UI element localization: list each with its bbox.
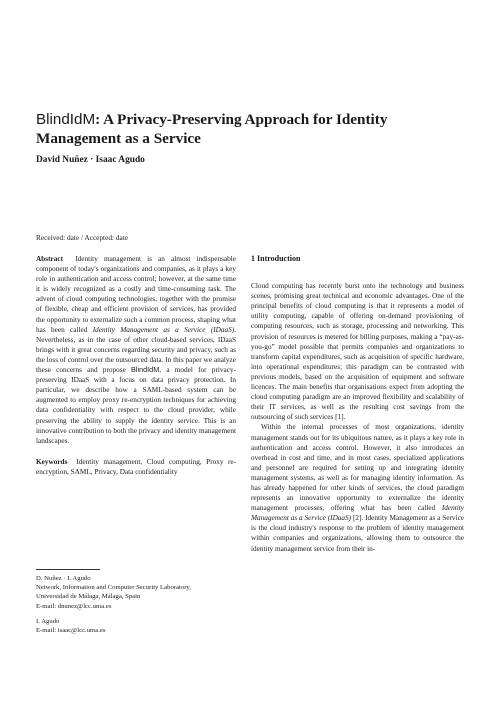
intro-p2-term: Identity Management as a Service (IDaaS) [251, 504, 464, 523]
affiliation-university: Universidad de Málaga, Málaga, Spain [36, 593, 141, 601]
paper-title [36, 110, 466, 148]
affiliation-lab: Network, Information and Computer Security Laboratory, [36, 584, 192, 592]
abstract-system-name: BlindIdM [131, 365, 160, 375]
left-column [36, 254, 236, 477]
intro-p2-text-b: [2]. Identity Management as a Service is the cloud industry's response to the problem of identity management within companies and organizations, allowing them to outsource the identity management service from their in- [251, 514, 464, 553]
abstract [36, 254, 236, 446]
received-line: Received: date / Accepted: date [36, 233, 128, 242]
affiliations [36, 574, 236, 635]
right-column [251, 254, 464, 554]
keywords-label: Keywords [36, 457, 68, 466]
affiliation-names: D. Nuñez · I. Agudo [36, 575, 91, 582]
intro-p2-text-a: Within the internal processes of most organizations, identity management stands out for its ubiquitous nature, as it plays a key role in authentication and access control. However, it also introduces an overhead in cost and time, and in most cases, specialized applications and personnel are required for setting up and integrating identity management systems, as well as for managing identity information. As has already happened for other kinds of services, the cloud paradigm represents an innovative opportunity to externalize the identity management processes, offering what has been called [251, 423, 464, 513]
section-heading: 1 Introduction [251, 254, 301, 263]
title-text: : A Privacy-Preserving Approach for Identity Management as a Service [36, 111, 388, 147]
abstract-term: Identity Management as a Service (IDaaS) [92, 325, 235, 334]
affiliation-email-2: E-mail: isaac@lcc.uma.es [36, 627, 106, 635]
intro-paragraph-1: Cloud computing has recently burst onto the technology and business scenes, promising great technical and economic advantages. One of the principal benefits of cloud computing is that it represents a model of utility computing, capable of offering on-demand provisioning of computing resources, such as storage, processing and networking. This provision of resources is metered for billing purposes, making a “pay-as-you-go” model possible that permits companies and organizations to transform capital expenditures, such as acquisition of specific hardware, into operational expenditures; this paradigm can be contrasted with previous models, based on the acquisition of equipment and software licences. The main benefits that organisations expect from adopting the cloud computing paradigm are an improved flexibility and scalability of their IT services, as well as the resulting cost savings from the outsourcing of such services [1]. [251, 282, 464, 422]
author-line: David Nuñez · Isaac Agudo [36, 155, 145, 165]
abstract-text-2: . Nevertheless, as in the case of other cloud-based services, IDaaS brings with it great concerns regarding security and privacy, such as the loss of control over the outsourced data. In this paper we analyze these concerns and propose [36, 325, 236, 375]
abstract-label: Abstract [36, 255, 63, 263]
affiliation-email-1: E-mail: dnunez@lcc.uma.es [36, 602, 112, 610]
affiliation-name-2: I. Agudo [36, 617, 60, 625]
title-system-name: BlindIdM [36, 111, 96, 128]
abstract-text-1: Identity management is an almost indispensable component of today's organizations and companies, as it plays a key role in authentication and access control; however, at the same time it is widely recognized as a costly and time-consuming task. The advent of cloud computing technologies, together with the promise of flexible, cheap and efficient provision of services, has provided the opportunity to externalize such a common process, shaping what has been called [36, 255, 236, 334]
footnote-divider [36, 569, 100, 570]
abstract-text-3: , a model for privacy-preserving IDaaS with a focus on data privacy protection. In particular, we describe how a SAML-based system can be augmented to employ proxy re-encryption techniques for achieving data confidentiality with respect to the cloud provider, while preserving the ability to supply the identity service. This is an innovative contribution to both the privacy and identity management landscapes. [36, 366, 236, 445]
keywords-text: Identity management, Cloud computing, Proxy re-encryption, SAML, Privacy, Data confidentiality [36, 457, 236, 476]
intro-paragraph-2 [251, 422, 464, 553]
keywords [36, 457, 236, 477]
